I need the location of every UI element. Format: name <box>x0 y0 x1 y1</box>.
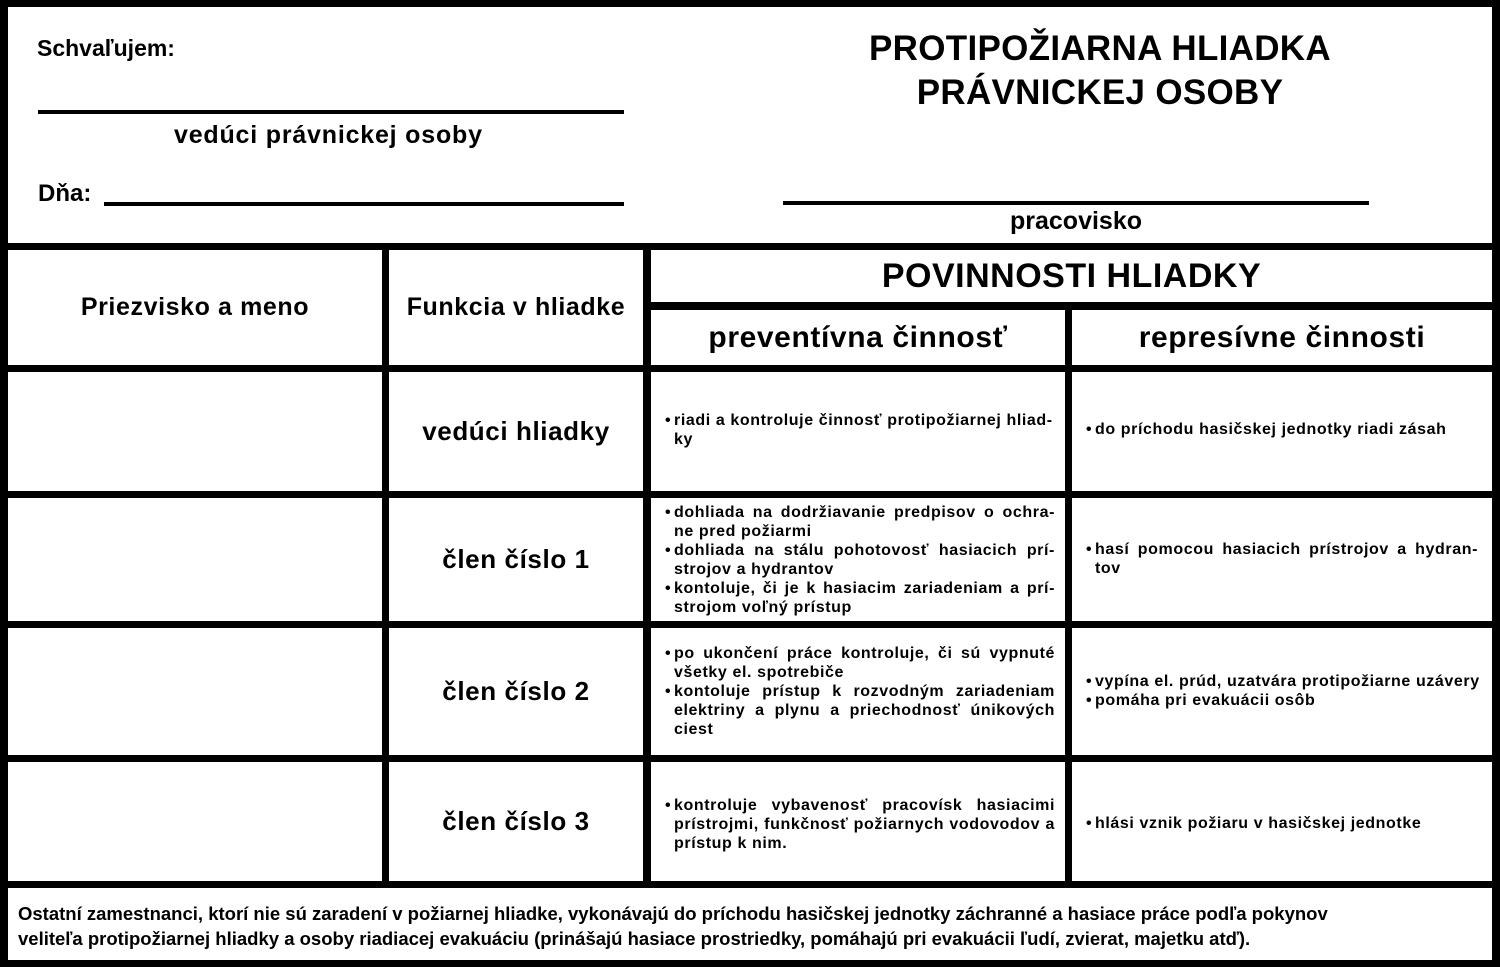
signature-line <box>38 110 624 114</box>
name-cell-3[interactable] <box>8 628 382 755</box>
column-header-name-text: Priezvisko a meno <box>80 293 310 321</box>
column-header-preventive-text: preventívna činnosť <box>708 320 1008 354</box>
date-label: Dňa: <box>38 180 92 207</box>
column-header-duties-text: POVINNOSTI HLIADKY <box>881 256 1262 295</box>
repressive-cell-1 <box>1072 372 1492 491</box>
function-label: člen číslo 1 <box>442 544 590 574</box>
workplace-caption: pracovisko <box>1009 207 1142 235</box>
list-item: • hasí pomocou hasiacich prístrojov a hydran-tov <box>1086 540 1478 578</box>
repressive-list <box>1086 540 1478 578</box>
workplace-line <box>783 201 1369 205</box>
list-item: • hlási vznik požiaru v hasičskej jednotke <box>1086 814 1486 833</box>
footer-note <box>8 888 1492 960</box>
name-cell-4[interactable] <box>8 762 382 881</box>
list-item: • riadi a kontroluje činnosť protipožiarnej hliad-ky <box>665 411 1055 449</box>
list-item: • po ukončení práce kontroluje, či sú vypnuté všetky el. spotrebiče <box>665 644 1055 682</box>
header-section <box>8 7 1492 243</box>
name-cell-2[interactable] <box>8 498 382 621</box>
preventive-list <box>665 796 1055 853</box>
repressive-list <box>1086 814 1486 833</box>
footer-note-line1: Ostatní zamestnanci, ktorí nie sú zaradení v požiarnej hliadke, vykonávajú do príchodu hasičskej jednotky záchranné a hasiace práce podľa pokynov <box>18 903 1328 924</box>
column-header-repressive-text: represívne činnosti <box>1138 320 1426 354</box>
function-cell-1 <box>389 372 643 491</box>
function-label: člen číslo 2 <box>442 676 590 706</box>
repressive-list <box>1086 672 1490 710</box>
list-item: • kontroluje vybavenosť pracovísk hasiacimi prístrojmi, funkčnosť požiarnych vodovodov a prístup k nim. <box>665 796 1055 853</box>
column-header-name <box>8 250 382 365</box>
signature-caption: vedúci právnickej osoby <box>174 121 483 149</box>
date-line <box>104 202 624 206</box>
column-header-preventive <box>651 310 1065 365</box>
function-cell-2 <box>389 498 643 621</box>
column-header-duties <box>651 250 1492 302</box>
function-label: vedúci hliadky <box>422 416 610 446</box>
footer-note-line2: veliteľa protipožiarnej hliadky a osoby riadiacej evakuáciu (prinášajú hasiace prostriedky, pomáhajú pri evakuácii ľudí, zvierat, majetku atď). <box>18 928 1251 949</box>
preventive-list <box>665 411 1055 449</box>
approve-label: Schvaľujem: <box>37 35 175 61</box>
preventive-cell-2 <box>651 498 1065 621</box>
page-title-line1: PROTIPOŽIARNA HLIADKA <box>869 29 1331 68</box>
preventive-cell-3 <box>651 628 1065 755</box>
list-item: • dohliada na stálu pohotovosť hasiacich prí-strojov a hydrantov <box>665 541 1055 579</box>
list-item: • pomáha pri evakuácii osôb <box>1086 691 1490 710</box>
list-item: • kontoluje, či je k hasiacim zariadeniam a prí-strojom voľný prístup <box>665 579 1055 617</box>
list-item: • dohliada na dodržiavanie predpisov o ochra-ne pred požiarmi <box>665 503 1055 541</box>
column-header-function-text: Funkcia v hliadke <box>406 293 626 321</box>
repressive-cell-4 <box>1072 762 1492 881</box>
list-item: • do príchodu hasičskej jednotky riadi zásah <box>1086 420 1486 439</box>
repressive-cell-3 <box>1072 628 1492 755</box>
preventive-cell-4 <box>651 762 1065 881</box>
list-item: • kontoluje prístup k rozvodným zariadeniam elektriny a plynu a priechodnosť únikových ciest <box>665 682 1055 739</box>
function-label: člen číslo 3 <box>442 806 590 836</box>
column-header-function <box>389 250 643 365</box>
function-cell-3 <box>389 628 643 755</box>
preventive-list <box>665 503 1055 617</box>
list-item: • vypína el. prúd, uzatvára protipožiarne uzávery <box>1086 672 1490 691</box>
repressive-cell-2 <box>1072 498 1492 621</box>
function-cell-4 <box>389 762 643 881</box>
name-cell-1[interactable] <box>8 372 382 491</box>
page-title-line2: PRÁVNICKEJ OSOBY <box>916 73 1284 112</box>
preventive-cell-1 <box>651 372 1065 491</box>
preventive-list <box>665 644 1055 739</box>
column-header-repressive <box>1072 310 1492 365</box>
repressive-list <box>1086 420 1486 439</box>
